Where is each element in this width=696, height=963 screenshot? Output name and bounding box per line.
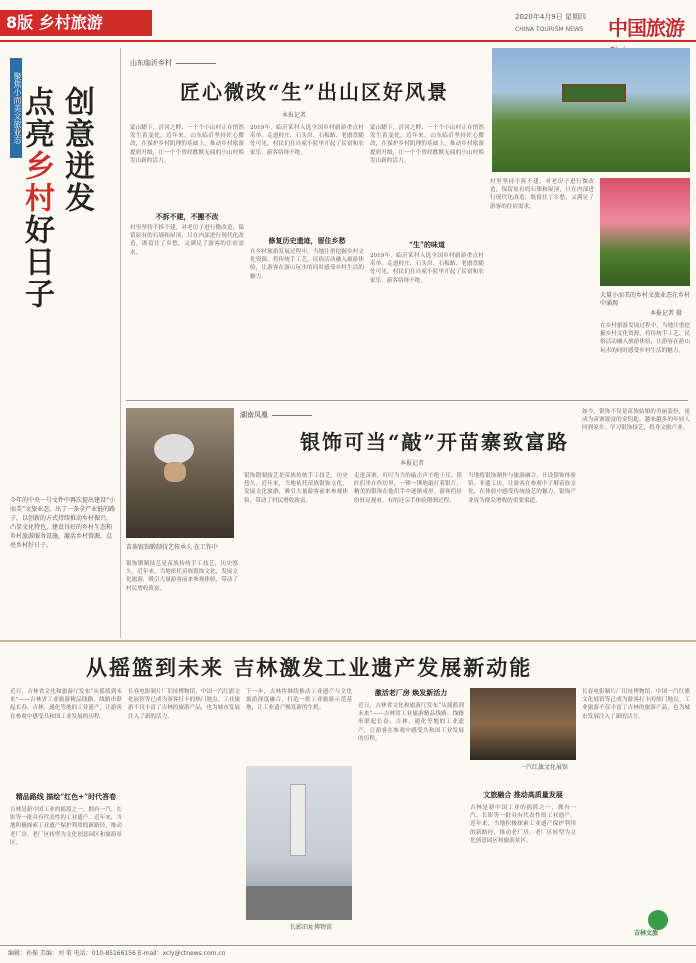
article1-text: 村里坚持不拆不建，对老房子进行微改造，保留原有的石墙和屋顶，只在内部进行现代化改造，既留住了乡愁，又满足了游客的住宿需求。 xyxy=(490,179,594,210)
issue-date: 2020年4月9日 星期四 xyxy=(515,13,586,21)
column-rule xyxy=(120,48,121,638)
article2-text: 银饰锻制技艺是苗族传统手工技艺，历史悠久。近年来，当地依托苗族银饰文化，发展文化旅游，吸引大量游客前来参观体验，带动了村民增收致富。 xyxy=(126,561,238,592)
statue xyxy=(290,784,306,856)
article2-text: 如今，银饰不仅是苗族姑娘的美丽装扮，更成为苗寨致富的金钥匙。越来越多的年轻人回到家乡，学习银饰技艺，投身文旅产业。 xyxy=(582,409,690,432)
article2-text: 走进苗寨，叮叮当当的敲击声不绝于耳。银匠们坐在作坊里，一锤一锤地敲打着银片，精美的银饰在他们手中逐渐成形。游客们纷纷驻足观看，有的还亲手体验锻制过程。 xyxy=(354,473,462,504)
footer-rule xyxy=(0,945,696,946)
feature-banner: 聚焦小而美文旅业态 xyxy=(10,58,22,158)
article3-subhead: 激活老厂房 焕发新活力 xyxy=(374,688,448,697)
article1-kicker: 山东临沂乡村 xyxy=(130,58,216,68)
article2-text: 当地将银饰制作与旅游融合，开设银饰体验馆、非遗工坊，让游客在参观中了解苗族文化，在体验中感受传统技艺的魅力，银饰产业成为群众增收的重要渠道。 xyxy=(468,473,576,504)
article3-text: 长春电影制片厂旧址博物馆、中国一汽红旗文化展馆等已成为游客打卡的热门地点。工业旅游不仅丰富了吉林的旅游产品，也为城市发展注入了新的活力。 xyxy=(582,689,690,720)
article3-text: 吉林是新中国工业的摇篮之一，拥有一汽、长影等一批具有代表性的工业遗产。近年来，当地积极探索工业遗产保护利用的新路径，推动老厂房、老厂区转型为文化创意园区和旅游景区。 xyxy=(10,807,122,846)
site-name: CHINA TOURISM NEWS xyxy=(515,26,584,33)
article1-text: 在乡村旅游发展过程中，当地注重挖掘乡村文化资源，将传统手工艺、民俗活动融入旅游体验，让游客在游山玩水的同时感受乡村生活的魅力。 xyxy=(250,249,364,280)
photo-caption: 大量小而美的乡村文旅业态在乡村中涌现 xyxy=(600,292,691,307)
title-pre: 点亮 xyxy=(19,86,54,150)
village-sign xyxy=(562,84,626,102)
silversmith-photo xyxy=(126,408,234,538)
statue-photo xyxy=(246,766,352,920)
article1-subhead: 不拆不建，不搬不改 xyxy=(155,212,219,221)
jilin-tourism-badge xyxy=(634,910,684,940)
photo-caption: 苗族银饰锻制技艺传承人 在工作中 xyxy=(126,544,218,551)
photo-caption: 长影旧址博物馆 xyxy=(290,924,333,931)
article2-byline: 本报记者 xyxy=(400,460,425,467)
article3-text: 吉林是新中国工业的摇篮之一，拥有一汽、长影等一批具有代表性的工业遗产。近年来，当地积极探索工业遗产保护利用的新路径，推动老厂房、老厂区转型为文化创意园区和旅游景区。 xyxy=(470,805,576,844)
article3-subhead: 文旅融合 推动高质量发展 xyxy=(483,790,563,799)
page-footer: 编辑：孙振 美编：刘 策 电话：010-85166156 E-mail：xcly@ctnews.com.cn xyxy=(8,950,226,957)
article2-kicker: 湖南凤凰 xyxy=(240,410,312,420)
badge-icon xyxy=(648,910,668,930)
feature-title-line1: 创意迸发 xyxy=(59,86,94,214)
feature-intro: 今年的中央一号文件中再次提出建设“小而美”文旅业态，出了一条全产业链的路子，以创新的方式持续推动乡村振兴，凸显文化特色，建设良好的乡村生态和乡村旅游服务设施，激活乡村资源，点亮乡村好日子。 xyxy=(10,497,116,549)
article3-text: 长春电影制片厂旧址博物馆、中国一汽红旗文化展馆等已成为游客打卡的热门地点。工业旅游不仅丰富了吉林的旅游产品，也为城市发展注入了新的活力。 xyxy=(128,689,240,720)
article2-text: 银饰锻制技艺是苗族传统手工技艺，历史悠久。近年来，当地依托苗族银饰文化，发展文化旅游，吸引大量游客前来参观体验，带动了村民增收致富。 xyxy=(244,473,348,504)
face xyxy=(164,462,186,482)
article1-subhead: 修复历史遗迹，留住乡愁 xyxy=(268,236,346,245)
article3-text: 近日，吉林省文化和旅游厅发布“从摇篮到未来”——吉林省工业旅游精品线路。线路串联起长春、吉林、通化等地的工业遗产，让游客在参观中感受共和国工业发展的历程。 xyxy=(10,689,122,720)
article1-text: 2019年，临沂某村入选全国乡村旅游重点村名单。走进村庄，石头房、石板路、老磨盘随处可见，村民们在自家小院里开起了民宿和农家乐，游客络绎不绝。 xyxy=(250,125,364,156)
badge-label: 吉林文旅 xyxy=(634,930,659,937)
article1-text: 村里坚持不拆不建，对老房子进行微改造，保留原有的石墙和屋顶，只在内部进行现代化改造，既留住了乡愁，又满足了游客的住宿需求。 xyxy=(130,225,244,256)
article1-text: 蒙山脚下，沂河之畔，一个个小山村正在悄然发生着变化。近年来，山东临沂坚持匠心微改，在保护乡村肌理的基础上，推动乡村旅游提质升级，让一个个曾经默默无闻的小山村焕发出新的活力。 xyxy=(370,125,484,164)
left-feature xyxy=(10,46,116,626)
header-rule xyxy=(0,40,696,42)
title-highlight: 乡村 xyxy=(19,150,54,214)
article1-text: 蒙山脚下，沂河之畔，一个个小山村正在悄然发生着变化。近年来，山东临沂坚持匠心微改，在保护乡村肌理的基础上，推动乡村旅游提质升级，让一个个曾经默默无闻的小山村焕发出新的活力。 xyxy=(130,125,244,164)
factory-photo xyxy=(470,688,576,760)
article1-subhead: “生”的味道 xyxy=(408,240,446,249)
article1-text: 在乡村旅游发展过程中，当地注重挖掘乡村文化资源，将传统手工艺、民俗活动融入旅游体验，让游客在游山玩水的同时感受乡村生活的魅力。 xyxy=(600,323,690,354)
article3-headline: 从摇篮到未来 吉林激发工业遗产发展新动能 xyxy=(86,655,533,680)
title-post: 好日子 xyxy=(19,214,54,310)
village-photo xyxy=(492,48,690,172)
article3-subhead: 精品路线 描绘“红色+”时代答卷 xyxy=(15,792,117,801)
silver-headdress xyxy=(154,434,194,464)
flower-photo xyxy=(600,178,690,286)
plaza xyxy=(246,886,352,920)
newspaper-logo: 中国旅游 xyxy=(608,16,684,40)
feature-title-line2 xyxy=(14,86,58,310)
article2-headline: 银饰可当“敲”开苗寨致富路 xyxy=(300,430,570,454)
article1-byline: 本报记者 xyxy=(282,112,307,119)
section-tab: 8版 乡村旅游 xyxy=(0,10,152,36)
article1-headline: 匠心微改“生”出山区好风景 xyxy=(180,80,450,104)
article3-text: 下一步，吉林将继续推动工业遗产与文化旅游深度融合，打造一批工业旅游示范基地，让工业遗产焕发新的生机。 xyxy=(246,689,352,712)
photo-credit: 本报记者 摄 xyxy=(650,310,682,317)
article3-text: 近日，吉林省文化和旅游厅发布“从摇篮到未来”——吉林省工业旅游精品线路。线路串联起长春、吉林、通化等地的工业遗产，让游客在参观中感受共和国工业发展的历程。 xyxy=(358,703,464,742)
article-divider xyxy=(126,400,688,401)
article1-text: 2019年，临沂某村入选全国乡村旅游重点村名单。走进村庄，石头房、石板路、老磨盘随处可见，村民们在自家小院里开起了民宿和农家乐，游客络绎不绝。 xyxy=(370,253,484,284)
section-divider xyxy=(0,640,696,642)
photo-caption: 一汽红旗文化展馆 xyxy=(520,764,569,771)
